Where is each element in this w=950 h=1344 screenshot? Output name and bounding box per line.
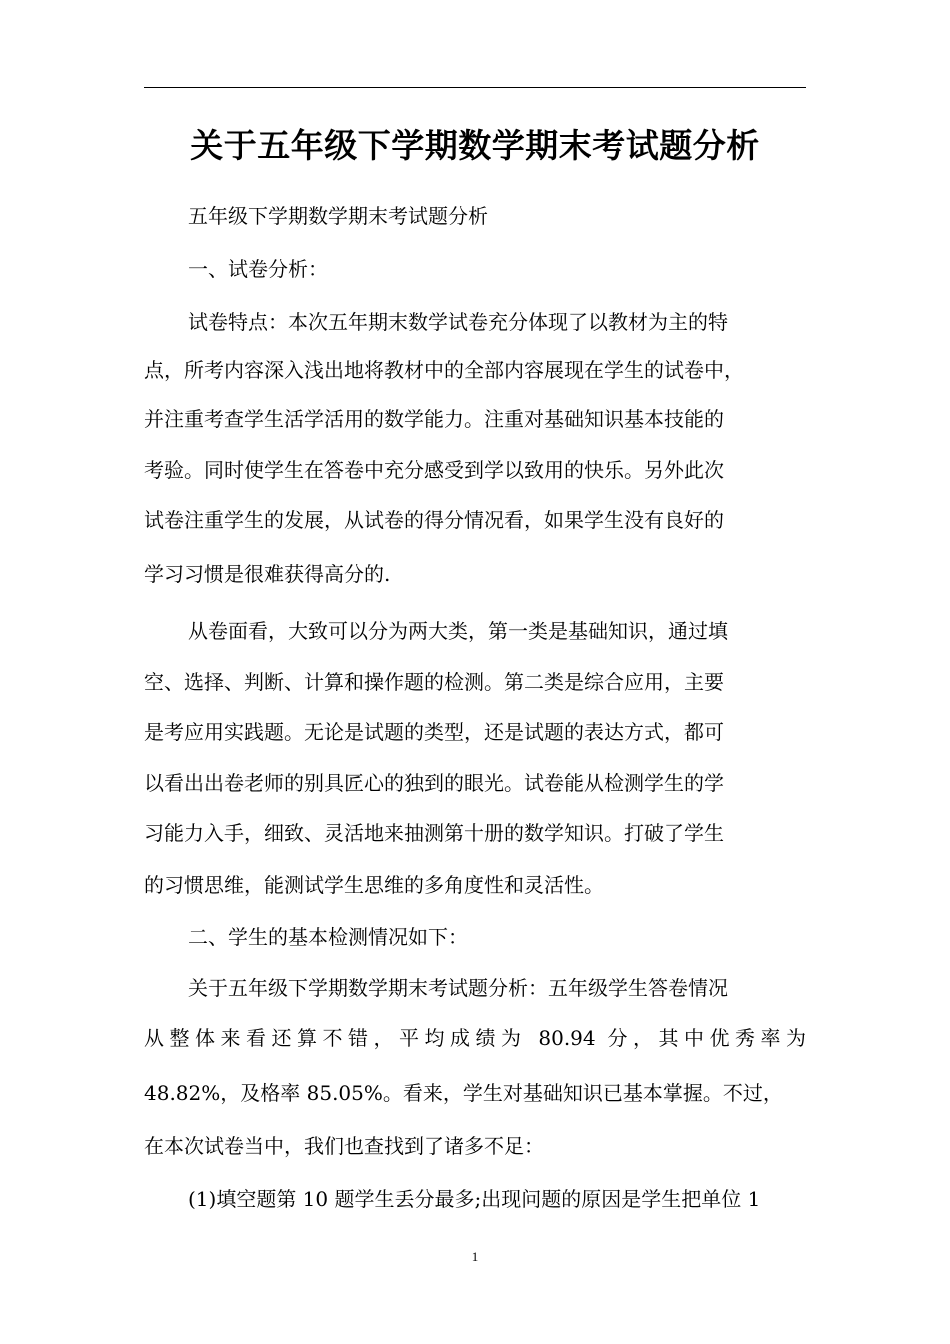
body-line: 从整体来看还算不错，平均成绩为 80.94 分，其中优秀率为 [144,1026,806,1050]
body-line: 是考应用实践题。无论是试题的类型，还是试题的表达方式，都可 [144,720,724,744]
body-line: 的习惯思维，能测试学生思维的多角度性和灵活性。 [144,873,604,897]
body-line: 考验。同时使学生在答卷中充分感受到学以致用的快乐。另外此次 [144,458,724,482]
body-line: 学习习惯是很难获得高分的. [144,562,391,586]
body-line: 试卷注重学生的发展，从试卷的得分情况看，如果学生没有良好的 [144,508,724,532]
section-heading-paper-analysis: 一、试卷分析： [188,257,328,281]
document-body [144,0,806,1344]
body-line: 试卷特点：本次五年期末数学试卷充分体现了以教材为主的特 [188,310,728,334]
body-line: 48.82%，及格率 85.05%。看来，学生对基础知识已基本掌握。不过， [144,1081,783,1105]
document-title: 关于五年级下学期数学期末考试题分析 [190,126,760,165]
body-line: 五年级下学期数学期末考试题分析 [188,204,488,228]
body-line: 在本次试卷当中，我们也查找到了诸多不足： [144,1134,544,1158]
body-line: 关于五年级下学期数学期末考试题分析：五年级学生答卷情况 [188,976,728,1000]
section-heading-student-results: 二、学生的基本检测情况如下： [188,925,468,949]
page-number: 1 [471,1249,479,1264]
body-line: 空、选择、判断、计算和操作题的检测。第二类是综合应用，主要 [144,670,724,694]
body-line: 习能力入手，细致、灵活地来抽测第十册的数学知识。打破了学生 [144,821,724,845]
body-line: 从卷面看，大致可以分为两大类，第一类是基础知识，通过填 [188,619,728,643]
body-line: 点，所考内容深入浅出地将教材中的全部内容展现在学生的试卷中， [144,358,744,382]
body-line: 并注重考查学生活学活用的数学能力。注重对基础知识基本技能的 [144,407,724,431]
body-line: (1)填空题第 10 题学生丢分最多;出现问题的原因是学生把单位 1 [188,1187,761,1211]
body-line: 以看出出卷老师的别具匠心的独到的眼光。试卷能从检测学生的学 [144,771,724,795]
